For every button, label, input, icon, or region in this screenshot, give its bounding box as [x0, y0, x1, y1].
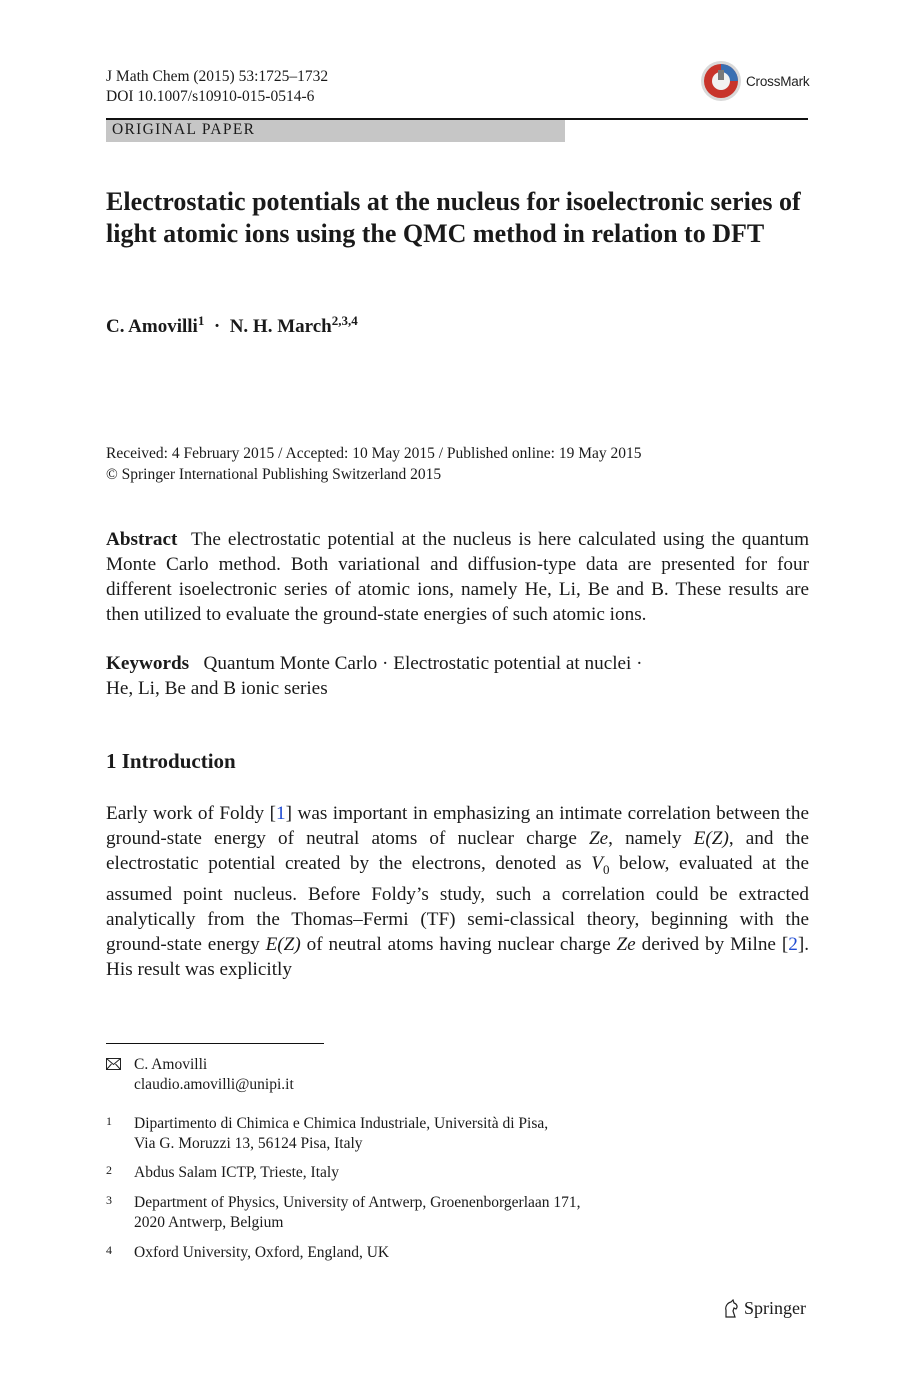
footnote-number: 3	[106, 1193, 112, 1207]
math-symbol: E(Z)	[693, 828, 729, 849]
footnote-rule	[106, 1043, 324, 1044]
author-name[interactable]: N. H. March	[229, 316, 332, 337]
crossmark-label: CrossMark	[746, 73, 810, 89]
affiliation-line: Oxford University, Oxford, England, UK	[134, 1244, 390, 1261]
copyright: © Springer International Publishing Switzerland 2015	[106, 466, 442, 483]
envelope-icon	[106, 1058, 121, 1070]
affiliation-line: Department of Physics, University of Antwerp, Groenenborgerlaan 171,	[134, 1194, 581, 1211]
affiliation-line: Abdus Salam ICTP, Trieste, Italy	[134, 1164, 339, 1181]
crossmark-badge[interactable]	[700, 60, 809, 102]
affiliation-line: Via G. Moruzzi 13, 56124 Pisa, Italy	[134, 1135, 363, 1152]
affiliation-ref: 1	[197, 313, 205, 328]
contact-name: C. Amovilli	[134, 1056, 208, 1073]
keywords-line-1: Quantum Monte Carlo · Electrostatic potential at nuclei ·	[203, 653, 643, 674]
citation-link[interactable]: 1	[276, 803, 286, 824]
doi[interactable]: DOI 10.1007/s10910-015-0514-6	[106, 88, 315, 105]
text-run: below, evaluated at the assumed point nucleus. Before Foldy’s study, such a correlation could be extracted analytically from the Thomas–Fermi (TF) semi-classical theory, beginning with the ground-state energy	[106, 853, 809, 955]
abstract-text: The electrostatic potential at the nucleus is here calculated using the quantum Monte Carlo method. Both variational and diffusion-type data are presented for four different isoelectronic series of atomic ions, namely He, Li, Be and B. These results are then utilized to evaluate the ground-state energies of such atomic ions.	[106, 529, 809, 625]
math-symbol: Ze	[588, 828, 609, 849]
text-run: ] was important in emphasizing an intimate correlation between the ground-state energy of neutral atoms of nuclear charge	[106, 803, 809, 849]
text-run: derived by Milne [	[635, 933, 789, 955]
author-separator: ·	[213, 316, 221, 337]
author-name[interactable]: C. Amovilli	[106, 316, 198, 337]
journal-header	[106, 67, 328, 107]
footnote-number: 4	[106, 1243, 112, 1257]
journal-citation: J Math Chem (2015) 53:1725–1732	[106, 68, 329, 85]
section-heading	[106, 749, 236, 774]
affiliation-line: Dipartimento di Chimica e Chimica Industriale, Università di Pisa,	[134, 1115, 549, 1132]
crossmark-icon	[700, 60, 742, 102]
section-title: Introduction	[121, 749, 236, 773]
publication-history	[106, 443, 642, 485]
affiliation-ref: 2,3,4	[331, 313, 358, 328]
text-run: ]. His result was explicitly	[106, 933, 809, 980]
citation-link[interactable]: 2	[788, 933, 798, 955]
author-list	[106, 313, 358, 338]
text-run: Early work of Foldy [	[106, 803, 277, 824]
contact-email[interactable]: claudio.amovilli@unipi.it	[134, 1076, 294, 1093]
abstract	[106, 527, 809, 627]
text-run: , namely	[608, 828, 694, 849]
footnote-number: 2	[106, 1163, 112, 1177]
keywords-label: Keywords	[106, 653, 190, 674]
text-run: of neutral atoms having nuclear charge	[300, 933, 617, 955]
math-symbol: V	[591, 853, 603, 874]
keywords	[106, 651, 809, 701]
springer-horse-icon	[722, 1299, 740, 1319]
paper-title: Electrostatic potentials at the nucleus for isoelectronic series of light atomic ions using the QMC method in relation to DFT	[106, 187, 801, 248]
history-dates: Received: 4 February 2015 / Accepted: 10 May 2015 / Published online: 19 May 2015	[106, 445, 642, 462]
math-symbol: Ze	[616, 933, 636, 955]
intro-paragraph	[106, 801, 809, 982]
publisher-name: Springer	[744, 1298, 806, 1318]
footnote-number: 1	[106, 1114, 112, 1128]
affiliation-line: 2020 Antwerp, Belgium	[134, 1214, 284, 1231]
article-type: ORIGINAL PAPER	[112, 121, 256, 138]
publisher-logo[interactable]	[722, 1298, 806, 1319]
section-number: 1	[106, 749, 117, 773]
article-type-band	[106, 120, 565, 142]
math-symbol: E(Z)	[265, 933, 301, 955]
text-run: , and the electrostatic potential created by the electrons, denoted as	[106, 828, 809, 874]
abstract-label: Abstract	[106, 529, 178, 550]
keywords-line-2: He, Li, Be and B ionic series	[106, 678, 328, 699]
math-subscript: 0	[602, 861, 610, 877]
